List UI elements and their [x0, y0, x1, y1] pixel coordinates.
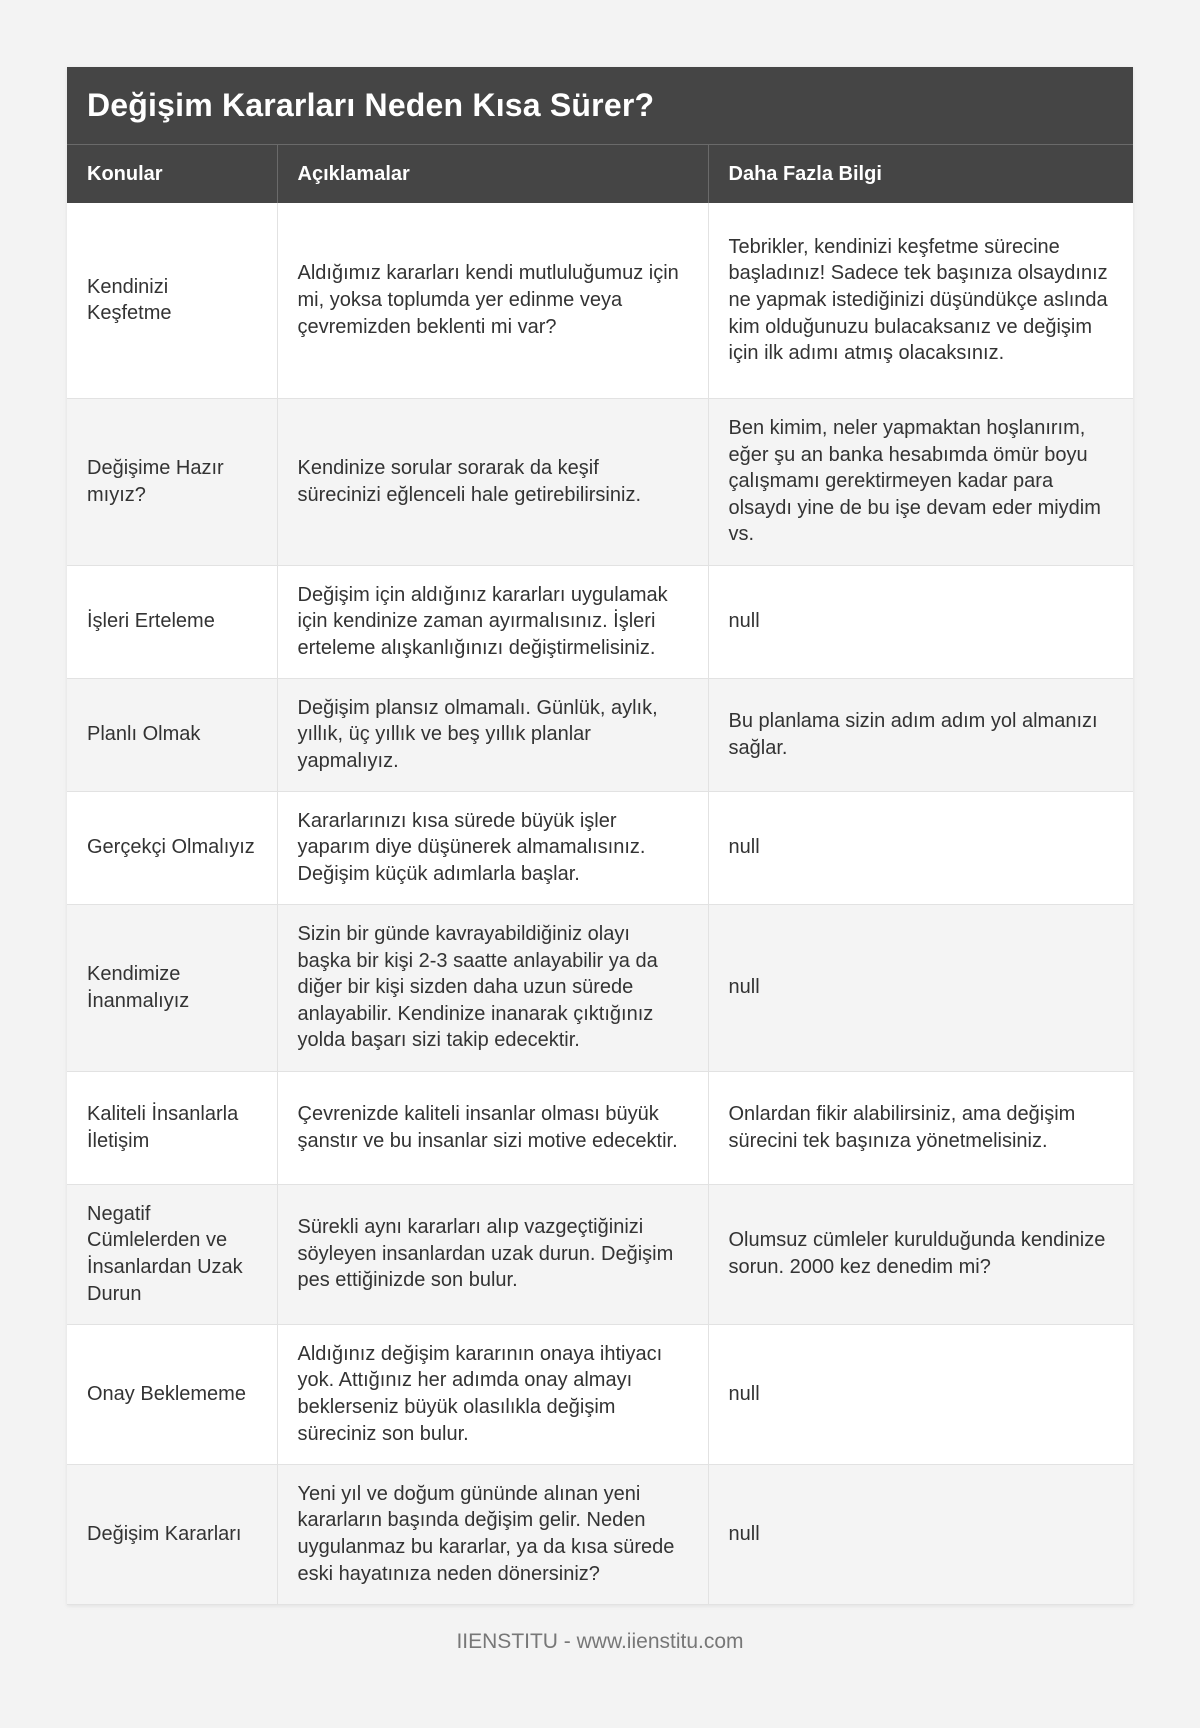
- cell-topic: Planlı Olmak: [67, 678, 277, 791]
- cell-more-info: Olumsuz cümleler kurulduğunda kendinize sorun. 2000 kez denedim mi?: [708, 1184, 1133, 1324]
- header-more-info: Daha Fazla Bilgi: [708, 145, 1133, 203]
- cell-description: Değişim için aldığınız kararları uygulamak için kendinize zaman ayırmalısınız. İşleri erteleme alışkanlığınızı değiştirmelisiniz.: [277, 565, 708, 678]
- table-row: [67, 203, 1133, 398]
- table-row: [67, 565, 1133, 678]
- table-row: [67, 791, 1133, 904]
- header-row: [67, 145, 1133, 203]
- table-card: [67, 67, 1133, 1605]
- cell-topic: Negatif Cümlelerden ve İnsanlardan Uzak Durun: [67, 1184, 277, 1324]
- cell-topic: Kaliteli İnsanlarla İletişim: [67, 1071, 277, 1184]
- cell-more-info: null: [708, 904, 1133, 1071]
- cell-more-info: Tebrikler, kendinizi keşfetme sürecine başladınız! Sadece tek başınıza olsaydınız ne yapmak istediğinizi düşündükçe aslında kim olduğunuzu bulacaksanız ve değişim için ilk adımı atmış olacaksınız.: [708, 203, 1133, 398]
- table-row: [67, 904, 1133, 1071]
- cell-more-info: null: [708, 791, 1133, 904]
- cell-more-info: Bu planlama sizin adım adım yol almanızı sağlar.: [708, 678, 1133, 791]
- cell-more-info: Ben kimim, neler yapmaktan hoşlanırım, eğer şu an banka hesabımda ömür boyu çalışmamı gerektirmeyen kadar para olsaydı yine de bu işe devam eder miydim vs.: [708, 398, 1133, 565]
- cell-description: Kararlarınızı kısa sürede büyük işler yaparım diye düşünerek almamalısınız. Değişim küçük adımlarla başlar.: [277, 791, 708, 904]
- header-descriptions: Açıklamalar: [277, 145, 708, 203]
- cell-topic: Onay Beklememe: [67, 1324, 277, 1464]
- cell-topic: Kendimize İnanmalıyız: [67, 904, 277, 1071]
- cell-description: Yeni yıl ve doğum gününde alınan yeni kararların başında değişim gelir. Neden uygulanmaz bu kararlar, ya da kısa sürede eski hayatınıza neden dönersiniz?: [277, 1464, 708, 1604]
- cell-more-info: Onlardan fikir alabilirsiniz, ama değişim sürecini tek başınıza yönetmelisiniz.: [708, 1071, 1133, 1184]
- cell-description: Kendinize sorular sorarak da keşif sürecinizi eğlenceli hale getirebilirsiniz.: [277, 398, 708, 565]
- cell-description: Aldığınız değişim kararının onaya ihtiyacı yok. Attığınız her adımda onay almayı beklerseniz büyük olasılıkla değişim süreciniz son bulur.: [277, 1324, 708, 1464]
- cell-more-info: null: [708, 1464, 1133, 1604]
- cell-more-info: null: [708, 565, 1133, 678]
- table-row: [67, 398, 1133, 565]
- cell-topic: Kendinizi Keşfetme: [67, 203, 277, 398]
- cell-description: Değişim plansız olmamalı. Günlük, aylık, yıllık, üç yıllık ve beş yıllık planlar yapmalıyız.: [277, 678, 708, 791]
- table-row: [67, 1184, 1133, 1324]
- table-row: [67, 1071, 1133, 1184]
- cell-description: Sizin bir günde kavrayabildiğiniz olayı başka bir kişi 2-3 saatte anlayabilir ya da diğer bir kişi sizden daha uzun sürede anlayabilir. Kendinize inanarak çıktığınız yolda başarı sizi takip edecektir.: [277, 904, 708, 1071]
- header-topics: Konular: [67, 145, 277, 203]
- cell-description: Aldığımız kararları kendi mutluluğumuz için mi, yoksa toplumda yer edinme veya çevremizden beklenti mi var?: [277, 203, 708, 398]
- cell-description: Çevrenizde kaliteli insanlar olması büyük şanstır ve bu insanlar sizi motive edecektir.: [277, 1071, 708, 1184]
- table-title: Değişim Kararları Neden Kısa Sürer?: [67, 67, 1133, 145]
- cell-topic: İşleri Erteleme: [67, 565, 277, 678]
- footer-credit: IIENSTITU - www.iienstitu.com: [456, 1630, 744, 1653]
- cell-topic: Gerçekçi Olmalıyız: [67, 791, 277, 904]
- topics-table: [67, 145, 1133, 1605]
- table-row: [67, 1324, 1133, 1464]
- cell-topic: Değişim Kararları: [67, 1464, 277, 1604]
- cell-description: Sürekli aynı kararları alıp vazgeçtiğinizi söyleyen insanlardan uzak durun. Değişim pes ettiğinizde son bulur.: [277, 1184, 708, 1324]
- cell-more-info: null: [708, 1324, 1133, 1464]
- table-row: [67, 678, 1133, 791]
- table-row: [67, 1464, 1133, 1604]
- cell-topic: Değişime Hazır mıyız?: [67, 398, 277, 565]
